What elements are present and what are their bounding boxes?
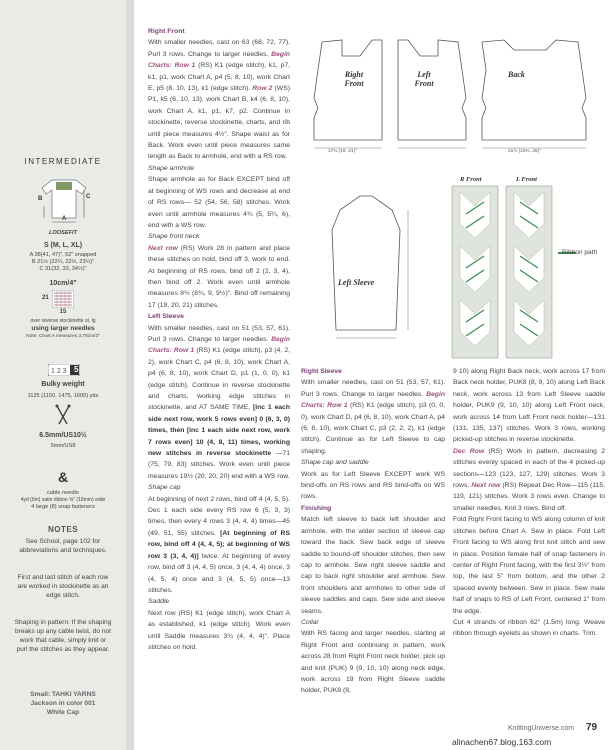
fit-label: LOOSEFIT	[49, 230, 77, 236]
gauge-rows: 21	[42, 295, 49, 301]
chart-r-front	[452, 186, 498, 358]
needles-icon	[54, 404, 72, 426]
notion-3: 4 large (8) snap fasteners	[31, 504, 95, 510]
chart-l-front	[506, 186, 552, 358]
shape-front-neck-text: Next row (RS) Work 28 in pattern and place these stitches on hold, bind off 3, work to end. At beginning of RS rows, bind off 2 (2, 3, 4), then bind off 2. Work even until armhole measures 8½ (8¾, 9, 9½)". Bind off remaining 17 (19, 20, 21) stitches.	[148, 244, 290, 309]
yarn-line-3: White Cap	[46, 709, 80, 716]
shape-cap-saddle-text: Work as for Left Sleeve EXCEPT work WS bind-offs on RS rows and RS bind-offs on WS rows.	[301, 470, 445, 501]
yarn-line-1: Small: TAHKI YARNS	[30, 691, 96, 698]
shape-armhole-heading: Shape armhole	[148, 164, 195, 172]
chart-r-front-label: R Front	[460, 176, 482, 183]
right-sleeve-text: With smaller needles, cast on 51 (53, 57, 61). Purl 3 rows. Change to larger needles. Begin Charts: Row 1 (RS) K1 (edge stitch), p3 (0, 0, 0), work Chart D, p4 (6, 8, 10), work Chart A, p4 (6, 8, 10), work Chart C, p3 (2, 2, 2), k1 (edge stitch). Continue as for Left Sleeve to cap shaping.	[301, 379, 445, 455]
notions-symbol: &	[57, 469, 69, 485]
footer-site: KnittingUniverse.com	[508, 725, 575, 732]
back-shape	[482, 40, 586, 140]
gauge-note-1: over reverse stockinette st, lg	[30, 318, 96, 324]
left-sleeve-label: Left Sleeve	[338, 278, 375, 287]
collar-continued-text: 9 10) along Right Back neck, work across 17 from Back neck holder, PUK8 (8, 9, 10) along Left Back neck, work across 13 from Left Sleeve saddle holder, PUK9 (9, 10, 10) along Left Front neck, work across 14 from Left Front neck holder—131 (131, 135, 137) stitches. Work 3 rows, working picked-up stitches in reverse stockinette.	[453, 368, 605, 444]
needle-size: 6.5mm/US10½	[39, 432, 87, 439]
shape-front-neck-heading: Shape front neck	[148, 233, 200, 241]
size-b: B 21½ (22¼, 22½, 23¼)"	[31, 259, 95, 265]
shape-cap-heading: Shape cap	[148, 484, 181, 492]
back-label: Back	[508, 70, 525, 79]
needle-size-small: 5mm/US8	[50, 443, 76, 449]
gauge-sts: 15	[59, 309, 67, 315]
measure-bottom-back: 21½ (23¾, 25)"	[508, 149, 541, 154]
diagram-letter-c: C	[86, 194, 91, 200]
right-front-heading: Right Front	[148, 28, 185, 35]
column-left	[148, 26, 290, 653]
chart-l-front-label: L Front	[516, 176, 537, 183]
watermark: alinachen67.blog.163.com	[452, 737, 552, 747]
saddle-heading: Saddle	[148, 598, 170, 606]
ribbon-path-label: Ribbon path	[562, 249, 598, 256]
finishing-text: Match left sleeve to back left shoulder and armhole, with the wider section of sleeve cap toward the back. Sew back edge of sleeve saddle to bound-off shoulder stitches, then sew cap to armhole. Sew right sleeve saddle and cap to back right shoulder and armhole. Sew front shoulders and armholes to other side of sleeve saddles and caps. Sew side and sleeve seams.	[301, 516, 445, 615]
notes-abbreviations: See School, page 102 for abbreviations and techniques.	[19, 538, 107, 554]
facing-text: Fold Right Front facing to WS along column of knit stitches before Chart A. Sew in place. Fold Left Front facing to WS along first knit stitch and sew in place. Position female half of snap fasteners in center of Right Front facing, with the first 3½" from top, the last 5" from bottom, and the other 2 spaced evenly between. Sew in place. Sew male half of snaps to RS of Left Front, centered 1" from the edge.	[453, 516, 605, 615]
notes-shaping: Shaping in pattern: If the shaping breaks up any cable twist, do not work that cable, simply knit or purl the stitches as they appear.	[14, 619, 112, 653]
gauge-note-2: using larger needles	[31, 325, 95, 332]
gauge-swatch-icon	[52, 290, 74, 308]
shape-cap-saddle-heading: Shape cap and saddle	[301, 459, 369, 467]
skill-level: INTERMEDIATE	[24, 157, 102, 166]
column-right	[453, 366, 605, 640]
shape-armhole-text: Shape armhole as for Back EXCEPT bind off at beginning of WS rows and decrease at end of RS rows— 52 (54, 56, 58) stitches. Work even until armhole measures 4¾ (5, 5¼, 6), end with a WS row.	[148, 176, 290, 229]
measure-bottom-left: 17¾ (19, 21)"	[328, 149, 357, 154]
finishing-heading: Finishing	[301, 504, 332, 512]
gauge-title: 10cm/4"	[49, 280, 77, 287]
left-sleeve-shape	[332, 196, 400, 330]
left-sleeve-heading: Left Sleeve	[148, 313, 184, 321]
left-sleeve-text: With smaller needles, cast on 51 (53, 57, 61). Purl 3 rows. Change to larger needles. Begin Charts: Row 1 (RS) K1 (edge stitch), p3 (4, 2, 2), work Chart C, p4 (6, 8, 10), work Chart A, p4 (6, 8, 10), work Chart D, p1 (1, 0, 0), k1 (edge stitch). Continue in reverse stockinette and charts, working edge stitches in stockinette, and AT SAME TIME, [inc 1 each side next row, work 5 rows even] 0 (6, 3, 0) times, then [inc 1 each side next row, work 7 rows even] 10 (4, 8, 11) times, working new stitches in reverse stockinette —71 (75, 79, 83) stitches. Work even until piece measures 19½ (20, 20, 20) end with a WS row.	[148, 324, 291, 480]
size-c: C 31(32, 33, 34½)"	[39, 266, 87, 272]
diagram-letter-b: B	[38, 196, 43, 202]
right-sleeve-heading: Right Sleeve	[301, 368, 342, 375]
yarn-line-2: Jackson in color 001	[30, 700, 96, 707]
notes-title: NOTES	[47, 525, 79, 534]
collar-heading: Collar	[301, 618, 319, 626]
page-number: 79	[586, 722, 598, 733]
sidebar-edge	[126, 0, 134, 750]
right-front-text: With smaller needles, cast on 63 (68, 72, 77). Purl 3 rows. Change to larger needles. Begin Charts: Row 1 (RS) K1 (edge stitch), k1, p7, k1, p1, work Chart A, p4 (5, 8, 10), work Chart E, p5 (8, 10, 13), k1 (edge stitch). Row 2 (WS) P1, k5 (6, 10, 13), work Chart B, k4 (6, 8, 10), work Chart A, k1, p1, k7, p2. Continue in stockinette, reverse stockinette, charts, and rib until piece measures 4½". Shape waist as for Back. Work even until piece measures same length as Back to armhole, end with a RS row.	[148, 39, 290, 161]
notes-edge-stitch: First and last stitch of each row are worked in stockinette as an edge stitch.	[17, 574, 109, 599]
svg-text:1 2 3: 1 2 3	[51, 368, 67, 375]
notion-1: cable needle	[47, 490, 79, 496]
column-middle	[301, 366, 445, 697]
gauge-note-3: Note: Chart A measures 3.75cm/3"	[26, 334, 100, 339]
saddle-text: Next row (RS) K1 (edge stitch), work Chart A as established, k1 (edge stitch). Work even until Saddle measures 3¾ (4, 4, 4)". Place stitches on hold.	[148, 609, 290, 651]
size-a: A 38(41, 47)", 52" snapped	[29, 252, 97, 258]
left-front-shape	[398, 40, 466, 140]
yarn-weight-label: Bulky weight	[41, 381, 85, 388]
right-front-label: Right Front	[344, 70, 364, 88]
right-front-shape	[314, 40, 382, 140]
schematic-diagrams	[300, 10, 610, 370]
shape-cap-text: At beginning of next 2 rows, bind off 4 (4, 5, 5). Dec 1 each side every RS row 6 (5, 3, 3) times, then every 4 rows 3 (4, 4, 4) times—45 (49, 51, 55) stitches. [At beginning of RS row, bind off 4 (4, 4, 5); at beginning of WS row 3 (3, 4, 4)] twice. At beginning of every row, bind off 3 (4, 4, 5) once, 3 (4, 4, 4) once, 3 (4, 5, 4) once and 3 (4, 5, 5) once—13 stitches.	[148, 495, 291, 594]
collar-text: With RS facing and larger needles, starting at Right Front and continuing in pattern, work across 28 from Right Front neck holder, pick up and knit (PUK) 9 (9, 10, 10) along neck edge, work across 19 from Right Sleeve saddle holder, PUK8 (8,	[301, 630, 445, 695]
dec-row-text: Dec Row (RS) Work in pattern, decreasing 2 stitches evenly spaced in each of the 4 picked-up sections—123 (123, 127, 129) stitches. Work 3 rows. Next row (RS) Repeat Dec Row—115 (115, 119, 121) stitches. Work 3 rows even. Change to smaller needles. Knit 3 rows. Bind off.	[453, 447, 606, 512]
left-front-label: Left Front	[414, 70, 434, 88]
notion-2: 4yd (6m) satin ribbon ⅝" (16mm) wide	[20, 497, 106, 503]
yardage: 1125 (1150, 1475, 1600) yds	[27, 393, 99, 399]
sizes-title: S (M, L, XL)	[43, 242, 83, 249]
ribbon-text: Cut 4 strands of ribbon 62" (1.5m) long. Weave ribbon through eyelets as shown in charts. Trim.	[453, 618, 605, 638]
yarn-weight-number: 5	[74, 365, 79, 374]
diagram-letter-a: A	[62, 216, 67, 222]
